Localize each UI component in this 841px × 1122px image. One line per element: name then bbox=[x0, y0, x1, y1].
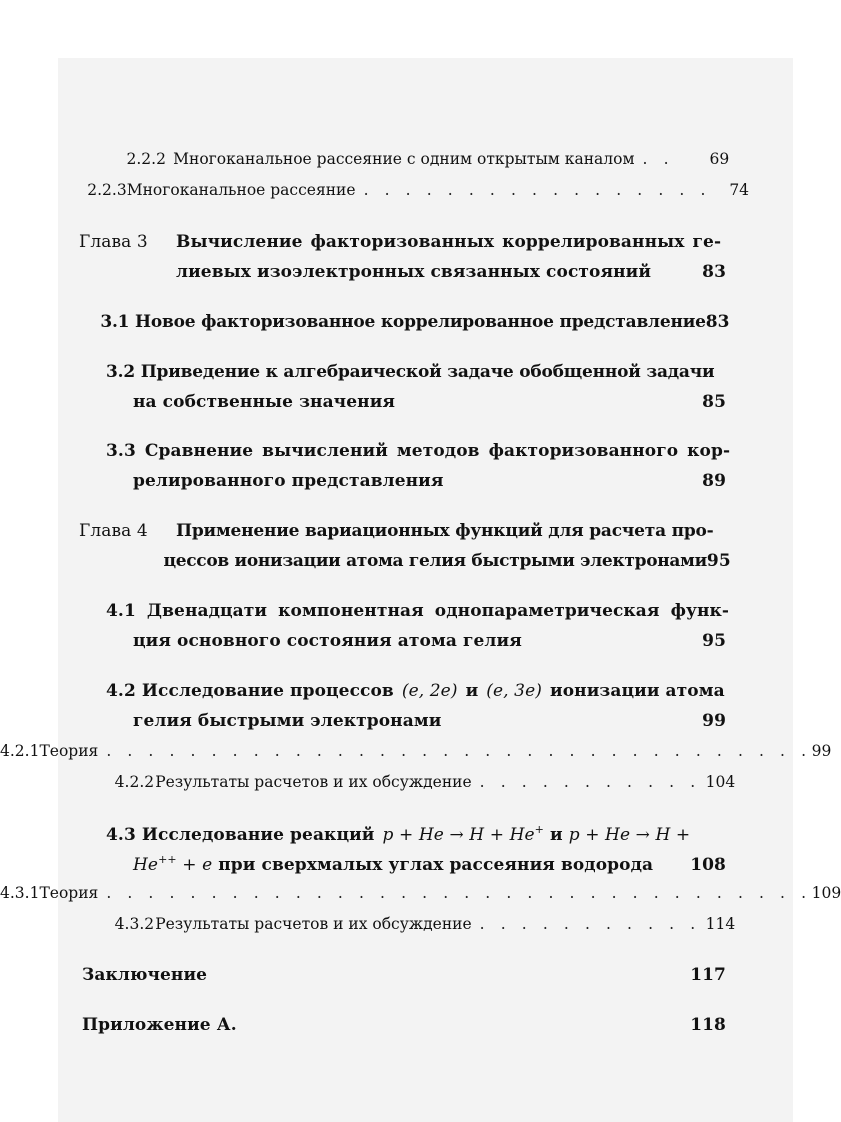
page-number: 99 bbox=[811, 742, 832, 760]
page-number: 95 bbox=[706, 551, 731, 571]
entry-title: Теория bbox=[39, 742, 99, 760]
section-title: 3.1 Новое факторизованное коррелированное представление bbox=[100, 312, 706, 332]
toc-section-3-2-line1[interactable] bbox=[0, 362, 793, 388]
section-title-part: ионизации атома bbox=[550, 681, 725, 701]
toc-section-4-3-line1[interactable] bbox=[0, 823, 793, 849]
dot-leaders: . . . . . . . . . . . . . . . . . bbox=[363, 181, 711, 199]
toc-entry-4-2-1[interactable] bbox=[0, 742, 832, 768]
toc-section-4-2-line2[interactable] bbox=[0, 711, 793, 737]
dot-leaders: . . . . . . . . . . . bbox=[479, 773, 701, 791]
section-title-line1: 3.3 Сравнение вычислений методов факторизованного кор- bbox=[106, 441, 731, 461]
math-expression: p + He → H + He+ bbox=[382, 823, 544, 845]
toc-section-3-1[interactable] bbox=[0, 312, 793, 338]
toc-entry-4-3-1[interactable] bbox=[0, 884, 841, 910]
toc-conclusion[interactable] bbox=[0, 965, 793, 991]
entry-title: Теория bbox=[39, 884, 99, 902]
toc-section-3-2-line2[interactable] bbox=[0, 392, 793, 418]
entry-number: 4.2.1 bbox=[0, 742, 40, 760]
section-title-line1: 3.2 Приведение к алгебраической задаче обобщенной задачи bbox=[106, 362, 715, 382]
math-expression: (e, 2e) bbox=[401, 681, 458, 701]
toc-section-4-1-line1[interactable] bbox=[0, 601, 793, 627]
entry-number: 4.3.1 bbox=[0, 884, 40, 902]
chapter-label: Глава 3 bbox=[79, 232, 148, 252]
page-number: 89 bbox=[702, 471, 726, 491]
chapter-title-line1: Вычисление факторизованных коррелированных ге- bbox=[176, 232, 722, 252]
appendix-title: Приложение А. bbox=[82, 1015, 237, 1035]
chapter-title-line2: цессов ионизации атома гелия быстрыми электронами bbox=[163, 551, 707, 571]
entry-title: Результаты расчетов и их обсуждение bbox=[155, 773, 472, 791]
conjunction: и bbox=[465, 681, 479, 701]
toc-entry-4-3-2[interactable] bbox=[0, 915, 793, 941]
section-title-line1: 4.1 Двенадцати компонентная однопараметрическая функ- bbox=[106, 601, 730, 621]
page-number: 109 bbox=[811, 884, 841, 902]
entry-number: 4.2.2 bbox=[114, 773, 155, 791]
page-number: 99 bbox=[702, 711, 726, 731]
math-expression: p + He → H + bbox=[568, 825, 691, 845]
toc-section-4-2-line1[interactable] bbox=[0, 681, 793, 707]
section-title-line2: на собственные значения bbox=[133, 392, 396, 412]
math-expression: (e, 3e) bbox=[486, 681, 542, 701]
entry-number: 2.2.2 bbox=[126, 150, 166, 168]
dot-leaders: . . . . . . . . . . . . . . . . . . . . . . . . . . . . . . . . . . bbox=[106, 884, 812, 902]
chapter-label: Глава 4 bbox=[79, 521, 148, 541]
page-number: 114 bbox=[705, 915, 736, 933]
section-title-line2: релированного представления bbox=[133, 471, 444, 491]
page-number: 104 bbox=[705, 773, 736, 791]
toc-appendix-a[interactable] bbox=[0, 1015, 793, 1041]
section-title-line2: ция основного состояния атома гелия bbox=[133, 631, 522, 651]
dot-leaders: . . . . . . . . . . . . . . . . . . . . . . . . . . . . . . . . . . bbox=[106, 742, 812, 760]
entry-title: Результаты расчетов и их обсуждение bbox=[155, 915, 472, 933]
page-number: 69 bbox=[709, 150, 730, 168]
toc-chapter-3-line1[interactable] bbox=[0, 232, 793, 258]
toc-section-3-3-line2[interactable] bbox=[0, 471, 793, 497]
chapter-title-line2: лиевых изоэлектронных связанных состояний bbox=[176, 262, 652, 282]
entry-number: 2.2.3 bbox=[87, 181, 127, 199]
page-number: 83 bbox=[705, 312, 730, 332]
toc-entry-2-2-2[interactable] bbox=[0, 150, 793, 176]
toc-chapter-3-line2[interactable] bbox=[0, 262, 793, 288]
toc-chapter-4-line2[interactable] bbox=[0, 551, 793, 577]
math-expression: He++ + e bbox=[133, 853, 213, 875]
page-number: 118 bbox=[690, 1015, 726, 1035]
toc-entry-2-2-3[interactable] bbox=[0, 181, 793, 207]
conjunction: и bbox=[549, 825, 563, 845]
entry-title: Многоканальное рассеяние bbox=[126, 181, 356, 199]
page-number: 85 bbox=[702, 392, 726, 412]
page-number: 95 bbox=[702, 631, 726, 651]
section-title-line2: при сверхмалых углах рассеяния водорода bbox=[218, 855, 654, 875]
toc-section-4-1-line2[interactable] bbox=[0, 631, 793, 657]
chapter-title-line1: Применение вариационных функций для расчета про- bbox=[176, 521, 714, 541]
dot-leaders: . . . . . . . . . . . bbox=[479, 915, 701, 933]
page-number: 74 bbox=[729, 181, 750, 199]
page-number: 83 bbox=[702, 262, 726, 282]
page-number: 108 bbox=[690, 855, 726, 875]
toc-section-4-3-line2[interactable] bbox=[0, 853, 793, 879]
toc-section-3-3-line1[interactable] bbox=[0, 441, 793, 467]
entry-title: Многоканальное рассеяние с одним открытым каналом bbox=[173, 150, 635, 168]
dot-leaders: . . bbox=[642, 150, 675, 168]
toc-entry-4-2-2[interactable] bbox=[0, 773, 793, 799]
section-title-part: 4.2 Исследование процессов bbox=[106, 681, 394, 701]
entry-number: 4.3.2 bbox=[114, 915, 155, 933]
section-title-line2: гелия быстрыми электронами bbox=[133, 711, 442, 731]
section-title-part: 4.3 Исследование реакций bbox=[106, 825, 375, 845]
page-number: 117 bbox=[690, 965, 726, 985]
conclusion-title: Заключение bbox=[82, 965, 208, 985]
toc-chapter-4-line1[interactable] bbox=[0, 521, 793, 547]
